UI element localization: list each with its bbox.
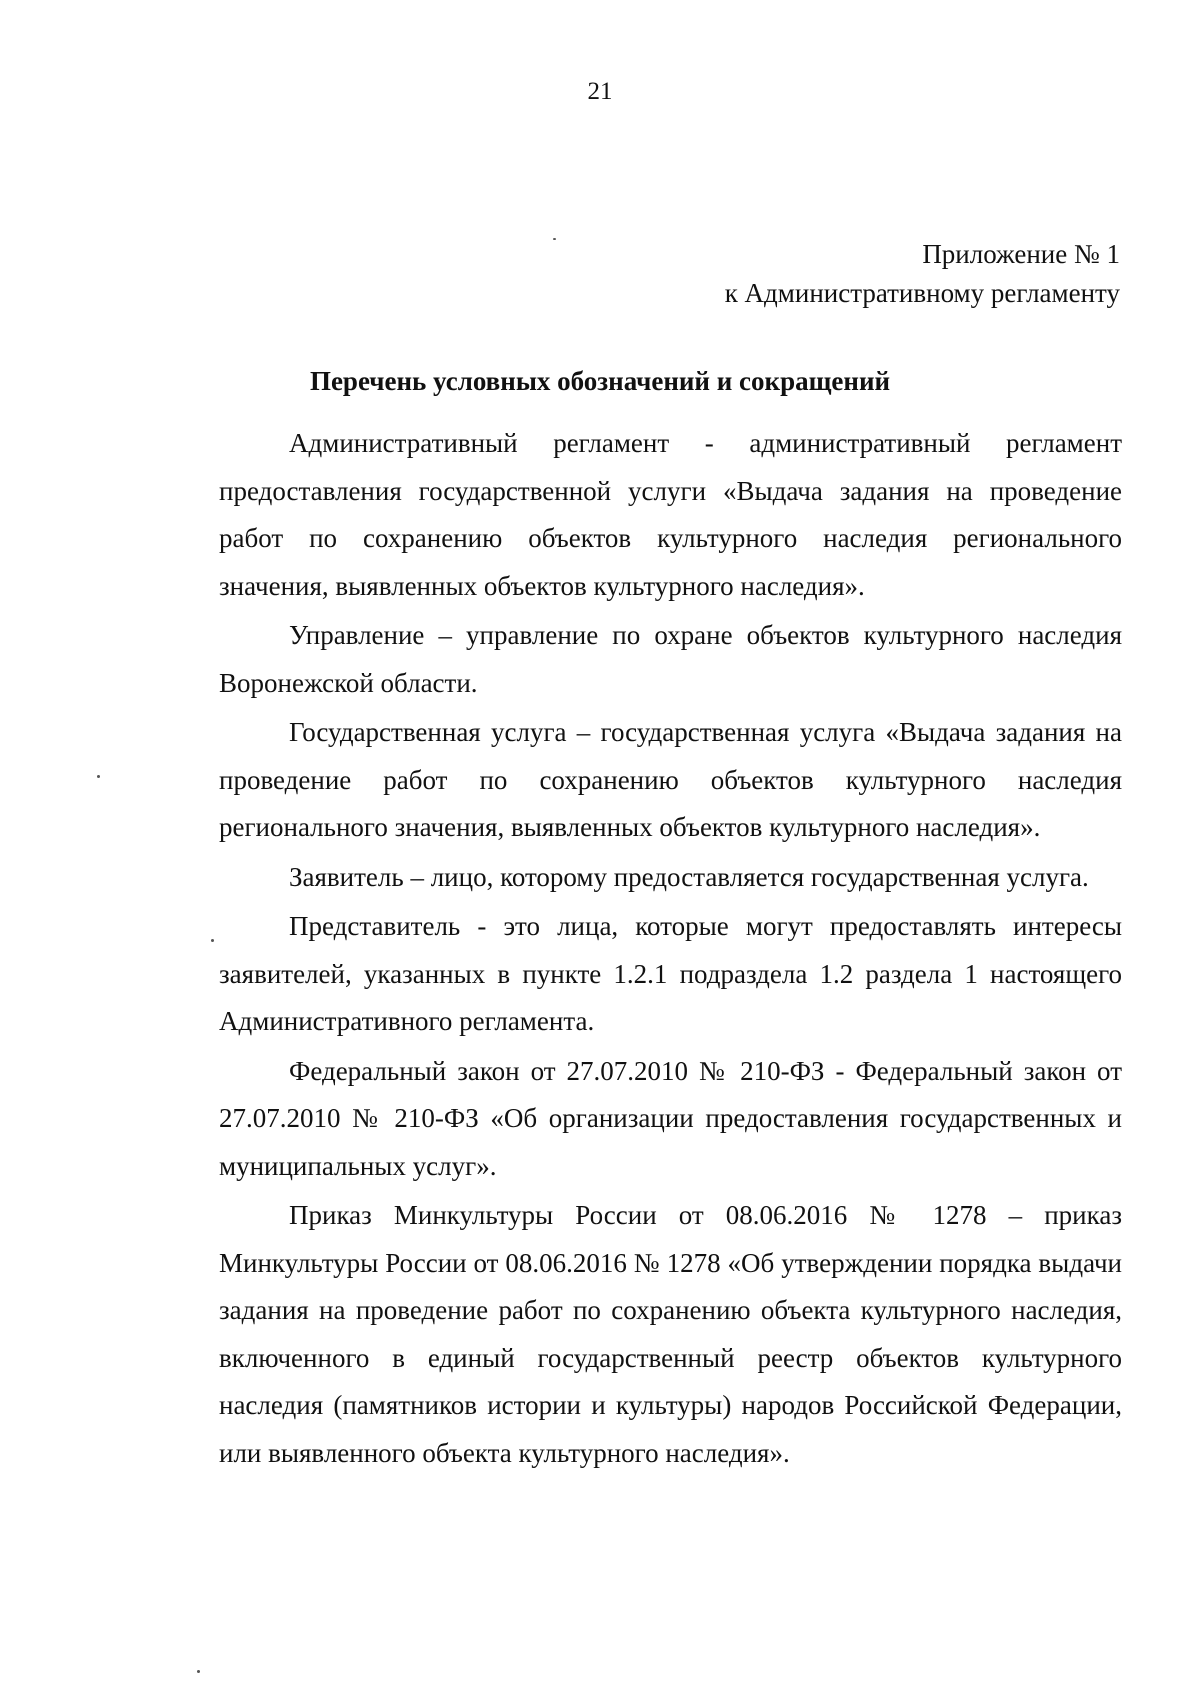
appendix-target: к Административному регламенту	[724, 278, 1120, 308]
definition-paragraph: Управление – управление по охране объектов культурного наследия Воронежской области.	[219, 620, 1122, 698]
definition-paragraph: Представитель - это лица, которые могут предоставлять интересы заявителей, указанных в пункте 1.2.1 подраздела 1.2 раздела 1 настоящего Административного регламента.	[219, 911, 1122, 1036]
scan-speck	[553, 238, 556, 240]
scan-speck	[97, 775, 100, 778]
scan-speck	[197, 1670, 200, 1673]
definition-paragraph: Приказ Минкультуры России от 08.06.2016 № 1278 – приказ Минкультуры России от 08.06.2016 № 1278 «Об утверждении порядка выдачи задания на проведение работ по сохранению объекта культурного наследия, включенного в единый государственный реестр объектов культурного наследия (памятников истории и культуры) народов Российской Федерации, или выявленного объекта культурного наследия».	[219, 1200, 1122, 1468]
definitions-list	[219, 420, 1122, 1479]
appendix-number: Приложение № 1	[922, 239, 1120, 269]
scan-speck	[211, 939, 214, 942]
document-title: Перечень условных обозначений и сокращений	[309, 366, 891, 396]
definition-paragraph: Государственная услуга – государственная услуга «Выдача задания на проведение работ по сохранению объектов культурного наследия регионального значения, выявленных объектов культурного наследия».	[219, 717, 1122, 842]
definition-paragraph: Административный регламент - административный регламент предоставления государственной услуги «Выдача задания на проведение работ по сохранению объектов культурного наследия регионального значения, выявленных объектов культурного наследия».	[219, 428, 1122, 601]
definition-paragraph: Заявитель – лицо, которому предоставляется государственная услуга.	[289, 861, 1089, 892]
definition-paragraph: Федеральный закон от 27.07.2010 № 210-ФЗ - Федеральный закон от 27.07.2010 № 210-ФЗ «Об организации предоставления государственных и муниципальных услуг».	[219, 1055, 1122, 1181]
appendix-reference	[725, 235, 1120, 313]
page-number: 21	[587, 78, 613, 105]
